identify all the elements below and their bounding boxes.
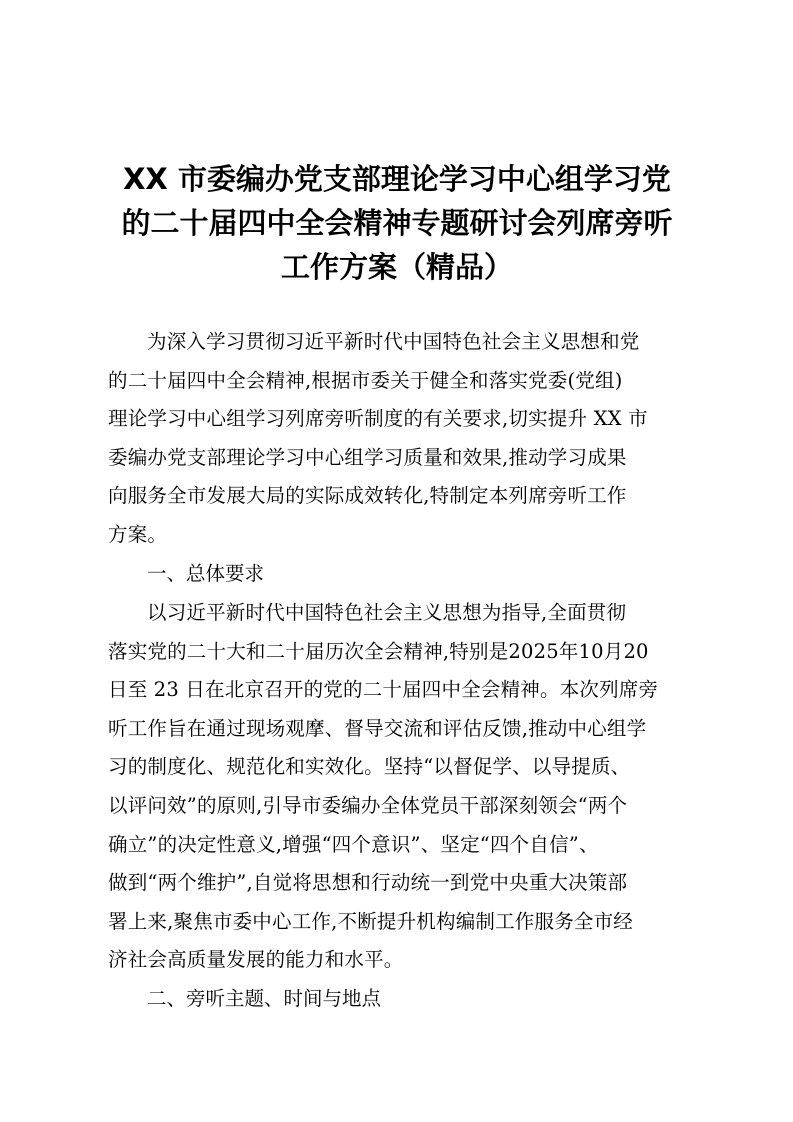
paragraph-line: 理论学习中心组学习列席旁听制度的有关要求,切实提升 XX 市 — [108, 407, 648, 431]
paragraph-line: 习的制度化、规范化和实效化。坚持“以督促学、以导提质、 — [108, 755, 631, 779]
intro-paragraph — [108, 323, 686, 555]
title-line: 工作方案（精品） — [280, 250, 513, 284]
paragraph-line: 为深入学习贯彻习近平新时代中国特色社会主义思想和党 — [147, 330, 640, 353]
paragraph-line: 的二十届四中全会精神,根据市委关于健全和落实党委(党组) — [108, 368, 623, 392]
title-line: 的二十届四中全会精神专题研讨会列席旁听 — [121, 206, 673, 240]
paragraph-line: 以评问效”的原则,引导市委编办全体党员干部深刻领会“两个 — [108, 793, 628, 817]
paragraph-line: 署上来,聚焦市委中心工作,不断提升机构编制工作服务全市经 — [108, 909, 633, 933]
paragraph-line: 向服务全市发展大局的实际成效转化,特制定本列席旁听工作 — [108, 484, 627, 508]
paragraph-line: 听工作旨在通过现场观摩、督导交流和评估反馈,推动中心组学 — [108, 716, 647, 740]
section-heading-general-requirements: 一、总体要求 — [147, 562, 265, 585]
paragraph-line: 确立”的决定性意义,增强“四个意识”、坚定“四个自信”、 — [108, 832, 599, 856]
paragraph-line: 方案。 — [108, 522, 168, 546]
paragraph-line: 做到“两个维护”,自觉将思想和行动统一到党中央重大决策部 — [108, 871, 628, 895]
section1-paragraph — [108, 594, 686, 980]
paragraph-line: 日至 23 日在北京召开的党的二十届四中全会精神。本次列席旁 — [108, 678, 659, 702]
title-line: XX 市委编办党支部理论学习中心组学习党 — [123, 162, 671, 196]
section-heading-topic-time-location: 二、旁听主题、时间与地点 — [147, 987, 382, 1010]
paragraph-line: 委编办党支部理论学习中心组学习质量和效果,推动学习成果 — [108, 445, 627, 469]
paragraph-line: 落实党的二十大和二十届历次全会精神,特别是2025年10月20 — [108, 639, 649, 663]
paragraph-line: 济社会高质量发展的能力和水平。 — [108, 948, 404, 972]
document-title — [108, 157, 686, 289]
paragraph-line: 以习近平新时代中国特色社会主义思想为指导,全面贯彻 — [147, 601, 627, 624]
